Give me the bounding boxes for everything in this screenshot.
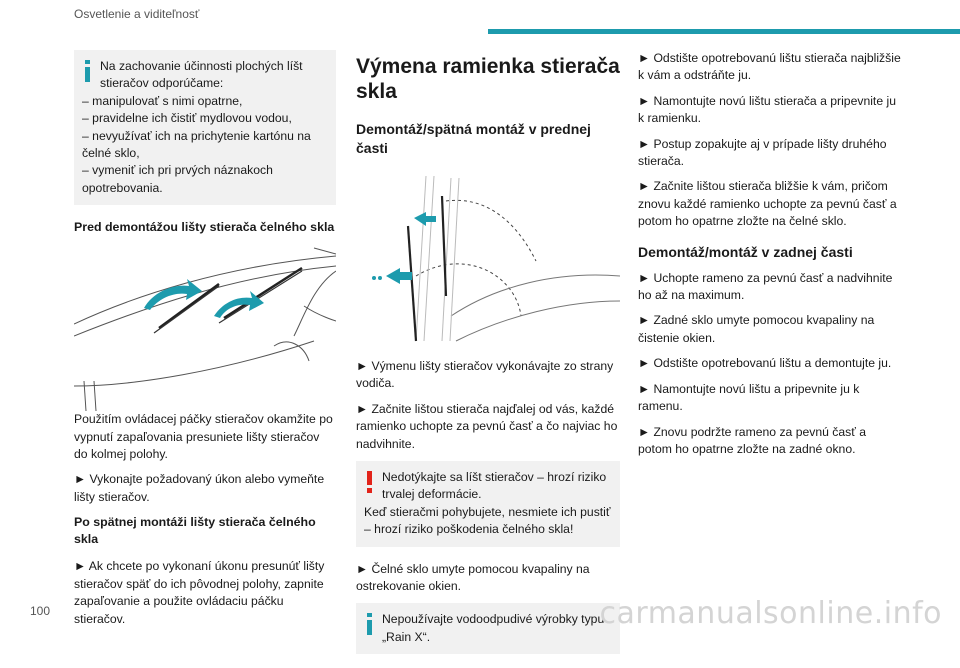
note-line: Na zachovanie účinnosti plochých líšt stieračov odporúčame: xyxy=(100,59,303,91)
exclamation-icon xyxy=(364,471,375,493)
step: ► Namontujte novú lištu a pripevnite ju k ramenu. xyxy=(638,381,860,414)
info-note-rainx xyxy=(356,603,620,654)
header-accent-bar xyxy=(488,29,960,34)
section-subtitle-rear: Demontáž/montáž v zadnej časti xyxy=(638,243,853,260)
windscreen-wipers-illustration xyxy=(74,246,336,411)
step: ► Začnite lištou stierača bližšie k vám, pričom znovu každé ramienko uchopte za pevnú časť a potom ho opatrne zložte na čelné sklo. xyxy=(638,179,897,229)
note-line: – vymeniť ich pri prvých náznakoch opotrebovania. xyxy=(82,163,273,195)
column-right xyxy=(638,50,902,466)
warning-note xyxy=(356,461,620,547)
note-line: – manipulovať s nimi opatrne, xyxy=(82,93,243,108)
step: ► Výmenu lišty stieračov vykonávajte zo strany vodiča. xyxy=(356,359,614,391)
info-note xyxy=(74,50,336,205)
info-icon xyxy=(82,60,93,82)
step: ► Postup zopakujte aj v prípade lišty druhého stierača. xyxy=(638,136,887,169)
heading-after-refit: Po spätnej montáži lišty stierača čelného skla xyxy=(74,515,316,547)
section-subtitle-front: Demontáž/spätná montáž v prednej časti xyxy=(356,121,591,156)
step: ► Uchopte rameno za pevnú časť a nadvihnite ho až na maximum. xyxy=(638,270,893,303)
paragraph: ► Ak chcete po vykonaní úkonu presunúť lišty stieračov späť do ich pôvodnej polohy, zapnite zapaľovanie a použite ovládaciu páčku stieračov. xyxy=(74,559,325,626)
step: ► Zadné sklo umyte pomocou kvapaliny na čistenie okien. xyxy=(638,313,875,345)
warning-line: Nedotýkajte sa líšt stieračov – hrozí riziko trvalej deformácie. xyxy=(382,470,607,502)
page-header-title: Osvetlenie a viditeľnosť xyxy=(74,7,200,21)
step: ► Odstište opotrebovanú lištu stierača najbližšie k vám a odstráňte ju. xyxy=(638,51,901,83)
column-left xyxy=(74,50,336,636)
section-title: Výmena ramienka stierača skla xyxy=(356,55,620,103)
step: ► Čelné sklo umyte pomocou kvapaliny na ostrekovanie okien. xyxy=(356,561,590,594)
paragraph: ► Vykonajte požadovaný úkon alebo vymeňte lišty stieračov. xyxy=(74,472,325,504)
heading-before-removal: Pred demontážou lišty stierača čelného skla xyxy=(74,220,335,235)
step: ► Odstište opotrebovanú lištu a demontujte ju. xyxy=(638,356,892,371)
step: ► Namontujte novú lištu stierača a pripevnite ju k ramienku. xyxy=(638,93,896,126)
info-icon xyxy=(364,613,375,635)
step: ► Začnite lištou stierača najďalej od vás, každé ramienko uchopte za pevnú časť a čo najviac ho nadvihnite. xyxy=(356,401,618,451)
watermark: carmanualsonline.info xyxy=(599,596,942,631)
step: ► Znovu podržte rameno za pevnú časť a potom ho opatrne zložte na zadné okno. xyxy=(638,424,867,456)
wiper-arm-lift-illustration xyxy=(356,166,620,346)
note-line: – pravidelne ich čistiť mydlovou vodou, xyxy=(82,111,292,126)
column-middle xyxy=(356,50,620,668)
note-line: – nevyužívať ich na prichytenie kartónu na čelné sklo, xyxy=(82,128,311,161)
paragraph: Použitím ovládacej páčky stieračov okamžite po vypnutí zapaľovania presuniete lišty stieračov do kolmej polohy. xyxy=(74,412,333,462)
page-number: 100 xyxy=(30,604,51,618)
warning-line: Keď stieračmi pohybujete, nesmiete ich pustiť – hrozí riziko poškodenia čelného skla! xyxy=(364,504,611,537)
info-line: Nepoužívajte vodoodpudivé výrobky typu „Rain X“. xyxy=(382,612,605,644)
